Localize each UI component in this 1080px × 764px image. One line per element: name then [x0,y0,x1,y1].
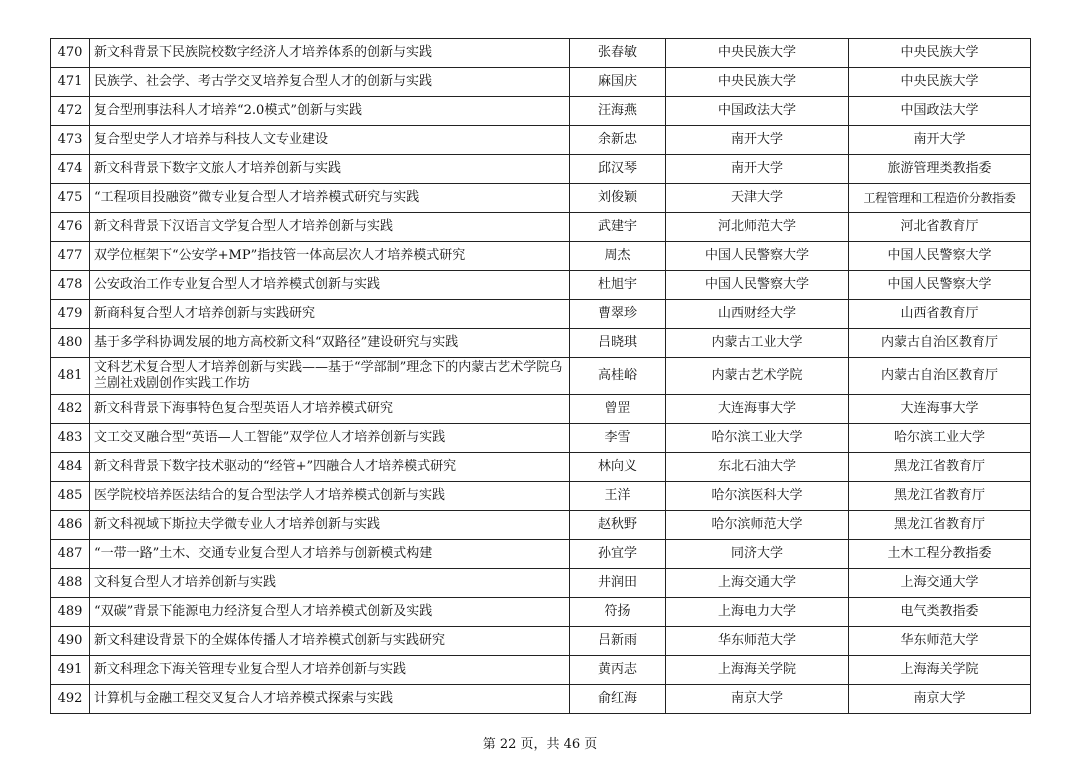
project-title: 计算机与金融工程交叉复合人才培养模式探索与实践 [90,685,570,714]
project-title: 文科艺术复合型人才培养创新与实践——基于“学部制”理念下的内蒙古艺术学院乌兰剧社戏剧创作实践工作坊 [90,358,570,395]
row-number: 478 [51,271,90,300]
row-number: 477 [51,242,90,271]
recommending-unit: 华东师范大学 [849,627,1031,656]
project-title: “双碳”背景下能源电力经济复合型人才培养模式创新及实践 [90,598,570,627]
school-name: 内蒙古工业大学 [666,329,849,358]
school-name: 中国人民警察大学 [666,242,849,271]
recommending-unit: 哈尔滨工业大学 [849,424,1031,453]
project-leader: 刘俊颖 [570,184,666,213]
project-title: 文科复合型人才培养创新与实践 [90,569,570,598]
school-name: 南开大学 [666,126,849,155]
row-number: 492 [51,685,90,714]
recommending-unit: 黑龙江省教育厅 [849,482,1031,511]
page-number: 第 22 页，共 46 页 [482,737,598,752]
recommending-unit: 南京大学 [849,685,1031,714]
row-number: 471 [51,68,90,97]
table-row [51,271,1031,300]
school-name: 上海电力大学 [666,598,849,627]
row-number: 486 [51,511,90,540]
row-number: 483 [51,424,90,453]
recommending-unit: 河北省教育厅 [849,213,1031,242]
document-sheet [50,38,1030,714]
school-name: 南开大学 [666,155,849,184]
table-row [51,68,1031,97]
recommending-unit: 旅游管理类教指委 [849,155,1031,184]
recommending-unit: 中央民族大学 [849,39,1031,68]
project-leader: 张春敏 [570,39,666,68]
table-row [51,685,1031,714]
project-leader: 黄丙志 [570,656,666,685]
school-name: 中央民族大学 [666,39,849,68]
row-number: 485 [51,482,90,511]
table-row [51,424,1031,453]
school-name: 天津大学 [666,184,849,213]
recommending-unit: 中国人民警察大学 [849,242,1031,271]
row-number: 482 [51,395,90,424]
row-number: 487 [51,540,90,569]
school-name: 南京大学 [666,685,849,714]
project-title: 复合型史学人才培养与科技人文专业建设 [90,126,570,155]
project-table-body [51,39,1031,714]
project-leader: 曾罡 [570,395,666,424]
table-row [51,656,1031,685]
table-row [51,300,1031,329]
recommending-unit: 土木工程分教指委 [849,540,1031,569]
table-row [51,598,1031,627]
recommending-unit: 黑龙江省教育厅 [849,511,1031,540]
project-title: 新文科背景下数字技术驱动的“经管+”四融合人才培养模式研究 [90,453,570,482]
project-leader: 吕晓琪 [570,329,666,358]
row-number: 472 [51,97,90,126]
project-leader: 高桂峪 [570,358,666,395]
row-number: 481 [51,358,90,395]
table-row [51,39,1031,68]
table-row [51,453,1031,482]
school-name: 内蒙古艺术学院 [666,358,849,395]
school-name: 东北石油大学 [666,453,849,482]
project-title: “一带一路”土木、交通专业复合型人才培养与创新模式构建 [90,540,570,569]
project-leader: 武建宇 [570,213,666,242]
recommending-unit: 中国政法大学 [849,97,1031,126]
recommending-unit: 南开大学 [849,126,1031,155]
project-leader: 林向义 [570,453,666,482]
project-title: 民族学、社会学、考古学交叉培养复合型人才的创新与实践 [90,68,570,97]
project-leader: 孙宜学 [570,540,666,569]
row-number: 474 [51,155,90,184]
project-leader: 曹翠珍 [570,300,666,329]
school-name: 山西财经大学 [666,300,849,329]
project-leader: 吕新雨 [570,627,666,656]
project-title: “工程项目投融资”微专业复合型人才培养模式研究与实践 [90,184,570,213]
project-leader: 邱汉琴 [570,155,666,184]
project-leader: 符扬 [570,598,666,627]
row-number: 489 [51,598,90,627]
project-leader: 周杰 [570,242,666,271]
table-row [51,329,1031,358]
project-title: 医学院校培养医法结合的复合型法学人才培养模式创新与实践 [90,482,570,511]
school-name: 中央民族大学 [666,68,849,97]
school-name: 河北师范大学 [666,213,849,242]
school-name: 哈尔滨医科大学 [666,482,849,511]
row-number: 480 [51,329,90,358]
table-row [51,242,1031,271]
project-title: 新商科复合型人才培养创新与实践研究 [90,300,570,329]
recommending-unit: 黑龙江省教育厅 [849,453,1031,482]
table-row [51,540,1031,569]
project-title: 双学位框架下“公安学+MP”指技管一体高层次人才培养模式研究 [90,242,570,271]
table-row [51,97,1031,126]
table-row [51,358,1031,395]
project-title: 新文科视域下斯拉夫学微专业人才培养创新与实践 [90,511,570,540]
project-leader: 李雪 [570,424,666,453]
table-row [51,126,1031,155]
school-name: 中国人民警察大学 [666,271,849,300]
project-leader: 汪海燕 [570,97,666,126]
row-number: 473 [51,126,90,155]
row-number: 479 [51,300,90,329]
recommending-unit: 中央民族大学 [849,68,1031,97]
row-number: 490 [51,627,90,656]
project-title: 文工交叉融合型“英语—人工智能”双学位人才培养创新与实践 [90,424,570,453]
project-table [50,38,1031,714]
table-row [51,395,1031,424]
table-row [51,569,1031,598]
project-leader: 井润田 [570,569,666,598]
recommending-unit: 内蒙古自治区教育厅 [849,358,1031,395]
project-title: 新文科背景下海事特色复合型英语人才培养模式研究 [90,395,570,424]
project-leader: 杜旭宇 [570,271,666,300]
project-title: 新文科建设背景下的全媒体传播人才培养模式创新与实践研究 [90,627,570,656]
project-title: 公安政治工作专业复合型人才培养模式创新与实践 [90,271,570,300]
table-row [51,511,1031,540]
project-title: 新文科背景下民族院校数字经济人才培养体系的创新与实践 [90,39,570,68]
recommending-unit: 电气类教指委 [849,598,1031,627]
recommending-unit: 山西省教育厅 [849,300,1031,329]
table-row [51,155,1031,184]
school-name: 中国政法大学 [666,97,849,126]
recommending-unit: 内蒙古自治区教育厅 [849,329,1031,358]
table-row [51,184,1031,213]
row-number: 475 [51,184,90,213]
recommending-unit: 工程管理和工程造价分教指委 [849,184,1031,213]
project-leader: 余新忠 [570,126,666,155]
project-title: 新文科背景下汉语言文学复合型人才培养创新与实践 [90,213,570,242]
recommending-unit: 中国人民警察大学 [849,271,1031,300]
project-title: 复合型刑事法科人才培养“2.0模式”创新与实践 [90,97,570,126]
table-row [51,213,1031,242]
recommending-unit: 上海海关学院 [849,656,1031,685]
project-leader: 王洋 [570,482,666,511]
table-row [51,482,1031,511]
recommending-unit: 上海交通大学 [849,569,1031,598]
project-leader: 赵秋野 [570,511,666,540]
school-name: 哈尔滨工业大学 [666,424,849,453]
project-leader: 俞红海 [570,685,666,714]
project-leader: 麻国庆 [570,68,666,97]
school-name: 上海海关学院 [666,656,849,685]
row-number: 491 [51,656,90,685]
table-row [51,627,1031,656]
row-number: 470 [51,39,90,68]
project-title: 新文科背景下数字文旅人才培养创新与实践 [90,155,570,184]
row-number: 488 [51,569,90,598]
row-number: 484 [51,453,90,482]
project-title: 基于多学科协调发展的地方高校新文科“双路径”建设研究与实践 [90,329,570,358]
row-number: 476 [51,213,90,242]
school-name: 上海交通大学 [666,569,849,598]
school-name: 大连海事大学 [666,395,849,424]
school-name: 哈尔滨师范大学 [666,511,849,540]
school-name: 华东师范大学 [666,627,849,656]
project-title: 新文科理念下海关管理专业复合型人才培养创新与实践 [90,656,570,685]
school-name: 同济大学 [666,540,849,569]
recommending-unit: 大连海事大学 [849,395,1031,424]
